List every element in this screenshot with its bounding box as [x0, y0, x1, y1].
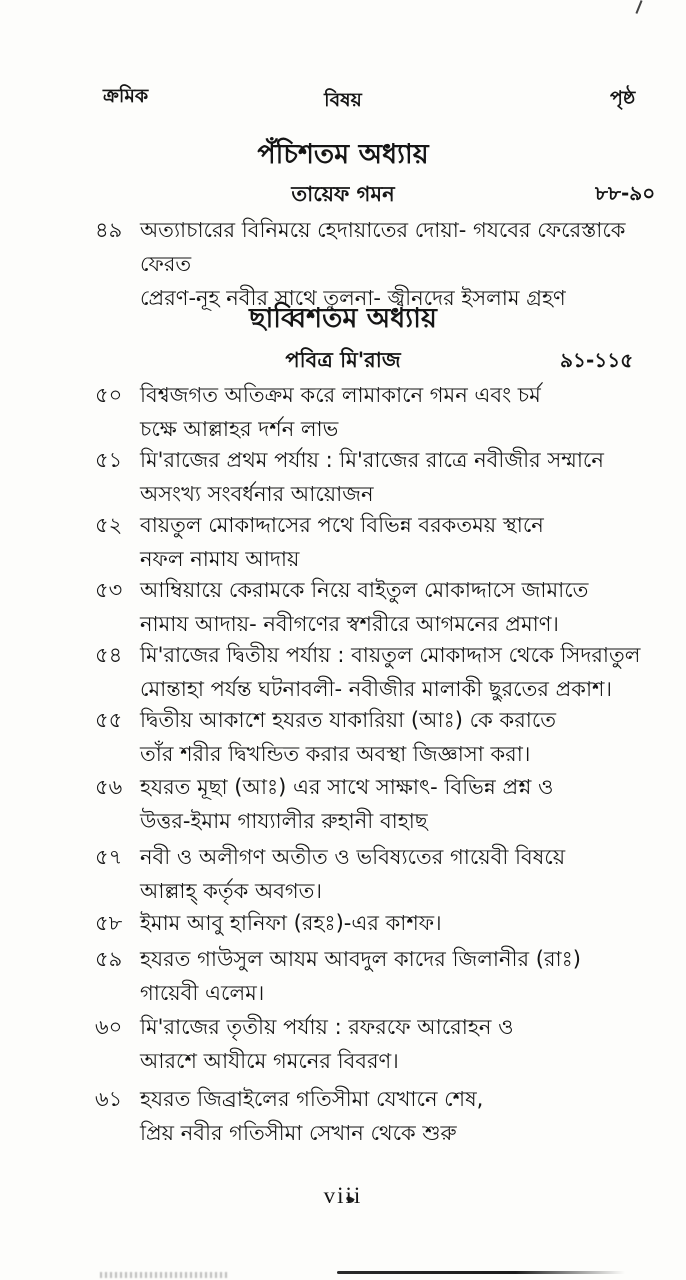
- item-text-line1: ইমাম আবু হানিফা (রহঃ)-এর কাশফ।: [140, 911, 442, 935]
- item-text-line1: মি'রাজের প্রথম পর্যায় : মি'রাজের রাত্রে নবীজীর সম্মানে: [140, 448, 604, 472]
- item-serial: ৫৩: [95, 578, 123, 602]
- item-text-line2: আল্লাহ্ কর্তৃক অবগত।: [140, 879, 322, 903]
- chapter-26-page-range: ৯১-১১৫: [560, 348, 634, 372]
- item-text-line1: বায়তুল মোকাদ্দাসের পথে বিভিন্ন বরকতময় স্থানে: [140, 513, 544, 537]
- item-text-line2: নামায আদায়- নবীগণের স্বশরীরে আগমনের প্রমাণ।: [140, 612, 559, 636]
- item-text-line1: হযরত জিব্রাইলের গতিসীমা যেখানে শেষ,: [140, 1087, 484, 1111]
- item-text-line2: উত্তর-ইমাম গায্যালীর রুহানী বাহাছ: [140, 809, 428, 833]
- toc-item: [95, 942, 655, 1010]
- item-text-line2: মোন্তাহা পর্যন্ত ঘটনাবলী- নবীজীর মালাকী ছুরতের প্রকাশ।: [140, 677, 612, 701]
- toc-item: [95, 770, 655, 838]
- chapter-25-subtitle: তায়েফ গমন: [291, 182, 395, 206]
- toc-item: [95, 1010, 655, 1078]
- toc-item: [95, 638, 655, 706]
- item-text-line2: অসংখ্য সংবর্ধনার আয়োজন: [140, 482, 374, 506]
- toc-item: [95, 443, 655, 511]
- item-text-line1: মি'রাজের দ্বিতীয় পর্যায় : বায়তুল মোকাদ্দাস থেকে সিদরাতুল: [140, 643, 641, 667]
- item-serial: ৫৮: [95, 911, 123, 935]
- item-text-line1: হযরত গাউসুল আযম আবদুল কাদের জিলানীর (রাঃ): [140, 947, 581, 971]
- item-text-line2: তাঁর শরীর দ্বিখন্ডিত করার অবস্থা জিজ্ঞাসা করা।: [140, 742, 531, 766]
- column-header-serial: ক্রমিক: [103, 85, 149, 107]
- chapter-25-title: পঁচিশতম অধ্যায়: [257, 139, 429, 170]
- toc-item: [95, 1082, 655, 1150]
- chapter-26-title: ছাব্বিশতম অধ্যায়: [249, 303, 437, 334]
- item-serial: ৫৯: [95, 947, 123, 971]
- toc-item: [95, 378, 655, 446]
- item-serial: ৫৪: [95, 643, 123, 667]
- toc-item: [95, 906, 655, 940]
- item-text-line2: প্রেরণ-নূহ নবীর সাথে তুলনা- জ্বীনদের ইসলাম গ্রহণ: [140, 286, 566, 310]
- item-text-line1: দ্বিতীয় আকাশে হযরত যাকারিয়া (আঃ) কে করাতে: [140, 708, 557, 732]
- item-serial: ৬১: [95, 1087, 123, 1111]
- item-text-line1: অত্যাচারের বিনিময়ে হেদায়াতের দোয়া- গযবের ফেরেস্তাকে ফেরত: [140, 218, 626, 276]
- item-text-line2: নফল নামায আদায়: [140, 547, 300, 571]
- toc-item: [95, 703, 655, 771]
- chapter-26-subtitle: পবিত্র মি'রাজ: [285, 348, 401, 372]
- toc-item: [95, 508, 655, 576]
- item-serial: ৫০: [95, 383, 123, 407]
- item-text-line2: গায়েবী এলেম।: [140, 981, 265, 1005]
- item-text-line1: মি'রাজের তৃতীয় পর্যায় : রফরফে আরোহন ও: [140, 1015, 514, 1039]
- item-text-line2: প্রিয় নবীর গতিসীমা সেখান থেকে শুরু: [140, 1121, 457, 1145]
- item-serial: ৪৯: [95, 218, 123, 242]
- item-text-line1: নবী ও অলীগণ অতীত ও ভবিষ্যতের গায়েবী বিষয়ে: [140, 845, 566, 869]
- item-text-line1: বিশ্বজগত অতিক্রম করে লামাকানে গমন এবং চর্ম: [140, 383, 541, 407]
- column-header-page: পৃষ্ঠ: [610, 87, 636, 109]
- item-text-line2: আরশে আযীমে গমনের বিবরণ।: [140, 1049, 399, 1073]
- column-header-subject: বিষয়: [324, 89, 362, 111]
- page-number: viii: [323, 1183, 363, 1208]
- item-serial: ৫২: [95, 513, 123, 537]
- item-serial: ৫১: [95, 448, 123, 472]
- chapter-25-page-range: ৮৮-৯০: [595, 181, 656, 205]
- item-serial: ৫৫: [95, 708, 123, 732]
- scan-artifact-line: [337, 1271, 625, 1274]
- item-text-line1: আম্বিয়ায়ে কেরামকে নিয়ে বাইতুল মোকাদ্দাসে জামাতে: [140, 578, 589, 602]
- item-text-line1: হযরত মূছা (আঃ) এর সাথে সাক্ষাৎ- বিভিন্ন প্রশ্ন ও: [140, 775, 554, 799]
- scan-artifact-corner: [635, 0, 642, 14]
- toc-item: [95, 840, 655, 908]
- scan-artifact-smudge: [100, 1272, 228, 1278]
- toc-item: [95, 573, 655, 641]
- item-serial: ৬০: [95, 1015, 123, 1039]
- item-serial: ৫৬: [95, 775, 123, 799]
- item-serial: ৫৭: [95, 845, 123, 869]
- item-text-line2: চক্ষে আল্লাহর দর্শন লাভ: [140, 417, 339, 441]
